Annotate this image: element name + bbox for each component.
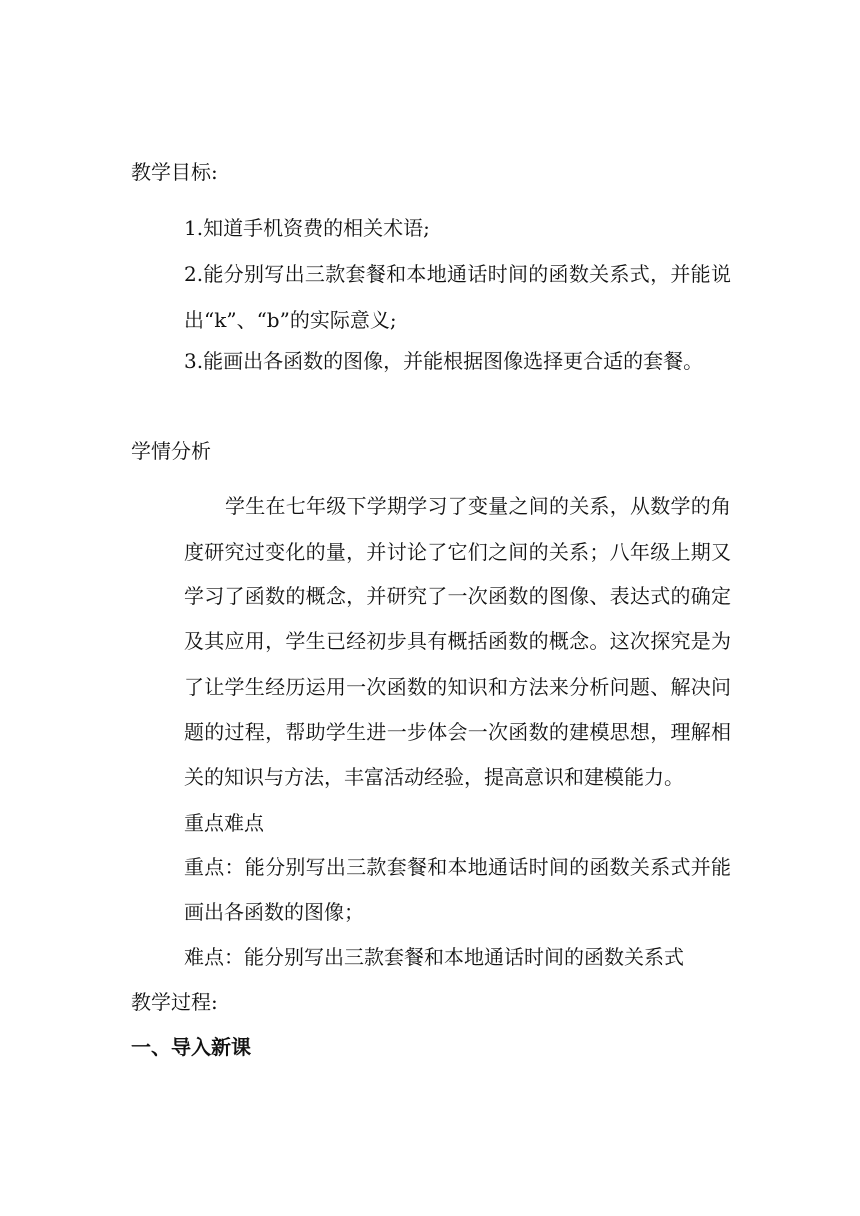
key-point-line-2: 画出各函数的图像； [184,900,364,924]
analysis-line-2: 度研究过变化的量，并讨论了它们之间的关系；八年级上期又 [184,540,731,564]
analysis-heading: 学情分析 [131,439,211,463]
analysis-line-7: 关的知识与方法，丰富活动经验，提高意识和建模能力。 [184,765,684,789]
analysis-line-1: 学生在七年级下学期学习了变量之间的关系，从数学的角 [225,494,731,518]
process-heading: 教学过程: [131,990,218,1014]
analysis-line-3: 学习了函数的概念，并研究了一次函数的图像、表达式的确定 [184,584,731,608]
analysis-line-5: 了让学生经历运用一次函数的知识和方法来分析问题、解决问 [184,675,731,699]
goal-item-3: 3.能画出各函数的图像，并能根据图像选择更合适的套餐。 [184,349,704,373]
key-point-line-1: 重点：能分别写出三款套餐和本地通话时间的函数关系式并能 [184,855,731,879]
goal-item-2: 2.能分别写出三款套餐和本地通话时间的函数关系式，并能说 [184,262,731,286]
goal-item-2-continued: 出“k”、“b”的实际意义; [184,308,397,332]
section-heading-1: 一、导入新课 [131,1035,251,1059]
key-point-line-3: 难点：能分别写出三款套餐和本地通话时间的函数关系式 [184,945,684,969]
analysis-line-4: 及其应用，学生已经初步具有概括函数的概念。这次探究是为 [184,629,731,653]
goals-heading: 教学目标: [131,160,218,184]
goal-item-1: 1.知道手机资费的相关术语; [184,216,430,240]
analysis-line-6: 题的过程，帮助学生进一步体会一次函数的建模思想，理解相 [184,720,731,744]
key-points-heading: 重点难点 [184,811,264,835]
